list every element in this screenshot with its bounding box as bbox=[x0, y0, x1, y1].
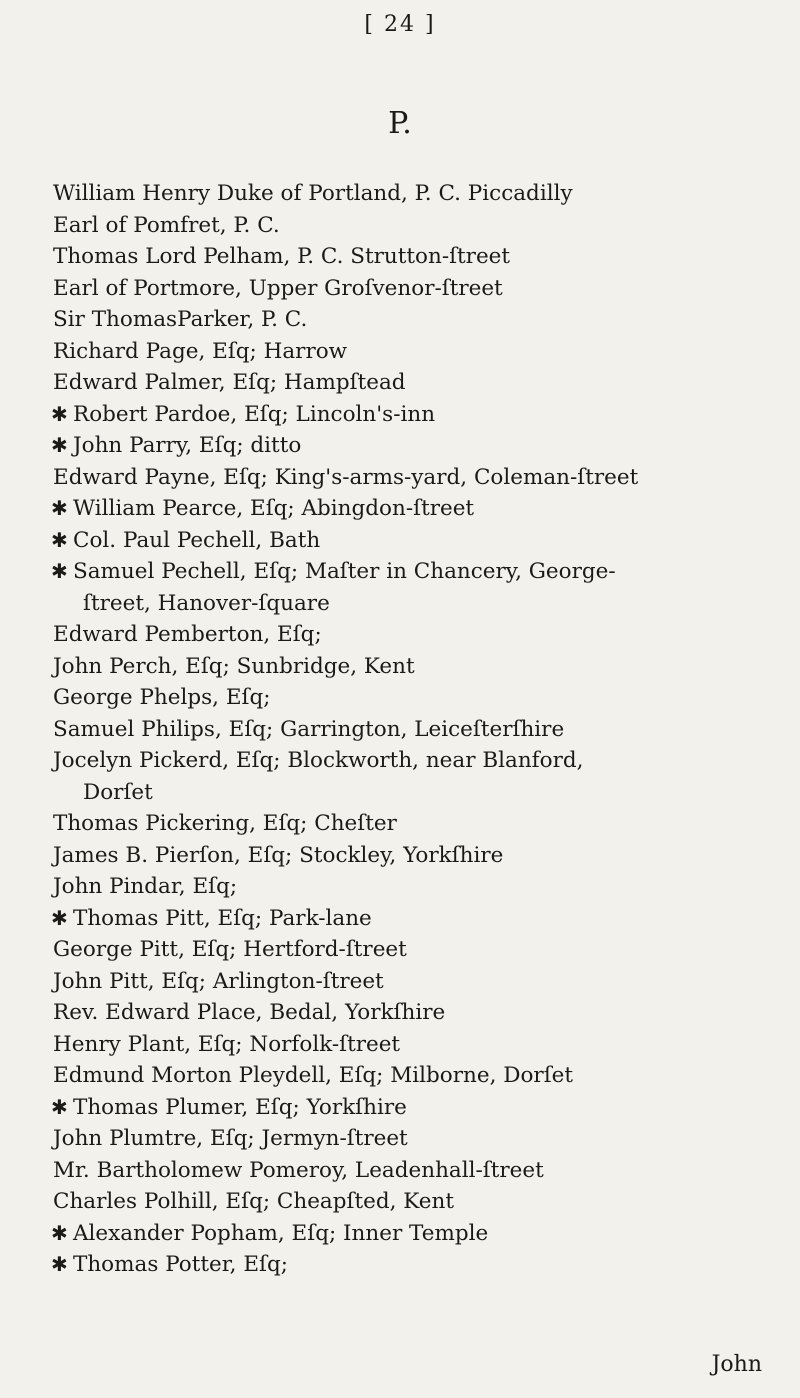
entry-text: Earl of Pomfret, P. C. bbox=[53, 212, 280, 238]
list-item bbox=[51, 399, 788, 431]
list-item bbox=[51, 1218, 788, 1250]
list-item bbox=[53, 651, 788, 683]
list-item bbox=[53, 934, 788, 966]
entry-text: Richard Page, Eſq; Harrow bbox=[53, 338, 348, 364]
entry-text: Earl of Portmore, Upper Groſvenor-ſtreet bbox=[53, 275, 503, 301]
list-item bbox=[51, 903, 788, 935]
entry-text: John Parry, Eſq; ditto bbox=[73, 433, 302, 458]
entry-text: Robert Pardoe, Eſq; Lincoln's-inn bbox=[73, 401, 436, 427]
list-item bbox=[53, 336, 788, 368]
asterisk-icon: ✱ bbox=[51, 1220, 68, 1245]
list-item-continuation bbox=[53, 588, 788, 620]
list-item bbox=[53, 682, 788, 714]
list-item bbox=[53, 304, 788, 336]
list-item bbox=[53, 1186, 788, 1218]
subscriber-list bbox=[53, 178, 788, 1281]
entry-text: Sir ThomasParker, P. C. bbox=[53, 307, 308, 332]
entry-text: Edward Pemberton, Eſq; bbox=[53, 622, 322, 647]
list-item bbox=[53, 871, 788, 903]
entry-text: Alexander Popham, Eſq; Inner Temple bbox=[73, 1220, 489, 1246]
list-item bbox=[51, 1092, 788, 1124]
list-item bbox=[53, 273, 788, 305]
list-item bbox=[53, 210, 788, 242]
asterisk-icon: ✱ bbox=[51, 496, 68, 520]
entry-text: Dorſet bbox=[83, 779, 153, 805]
list-item bbox=[53, 808, 788, 840]
list-item bbox=[53, 1155, 788, 1187]
list-item bbox=[51, 556, 788, 588]
entry-text: John Pitt, Eſq; Arlington-ſtreet bbox=[53, 968, 384, 994]
catchword: John bbox=[711, 1352, 762, 1377]
asterisk-icon: ✱ bbox=[51, 559, 68, 583]
entry-text: Edmund Morton Pleydell, Eſq; Milborne, Dorſet bbox=[53, 1063, 574, 1088]
entry-text: Thomas Pitt, Eſq; Park-lane bbox=[73, 905, 372, 931]
entry-text: Col. Paul Pechell, Bath bbox=[73, 527, 321, 553]
entry-text: Thomas Plumer, Eſq; Yorkſhire bbox=[73, 1094, 407, 1120]
asterisk-icon: ✱ bbox=[51, 905, 68, 930]
list-item bbox=[53, 367, 788, 399]
entry-text: Edward Payne, Eſq; King's-arms-yard, Coleman-ſtreet bbox=[53, 464, 639, 490]
entry-text: George Pitt, Eſq; Hertford-ſtreet bbox=[53, 937, 407, 962]
list-item bbox=[51, 1249, 788, 1281]
entry-text: John Pindar, Eſq; bbox=[53, 874, 238, 899]
entry-text: William Henry Duke of Portland, P. C. Piccadilly bbox=[53, 181, 573, 206]
entry-text: William Pearce, Eſq; Abingdon-ſtreet bbox=[73, 496, 475, 521]
entry-text: Henry Plant, Eſq; Norfolk-ſtreet bbox=[53, 1031, 401, 1057]
list-item bbox=[53, 966, 788, 998]
entry-text: Thomas Potter, Eſq; bbox=[73, 1252, 288, 1277]
asterisk-icon: ✱ bbox=[51, 433, 68, 457]
page-number: [ 24 ] bbox=[364, 12, 436, 37]
asterisk-icon: ✱ bbox=[51, 401, 68, 426]
entry-text: Samuel Pechell, Eſq; Maſter in Chancery, George- bbox=[73, 559, 616, 584]
entry-text: Charles Polhill, Eſq; Cheapſted, Kent bbox=[53, 1189, 454, 1214]
entry-text: ſtreet, Hanover-ſquare bbox=[83, 590, 330, 616]
entry-text: Jocelyn Pickerd, Eſq; Blockworth, near Blanford, bbox=[53, 748, 584, 773]
list-item bbox=[51, 430, 788, 462]
asterisk-icon: ✱ bbox=[51, 1094, 68, 1119]
list-item bbox=[53, 241, 788, 273]
entry-text: Edward Palmer, Eſq; Hampſtead bbox=[53, 370, 406, 395]
list-item bbox=[53, 997, 788, 1029]
asterisk-icon: ✱ bbox=[51, 1252, 68, 1276]
entry-text: Rev. Edward Place, Bedal, Yorkſhire bbox=[53, 1000, 446, 1025]
entry-text: John Plumtre, Eſq; Jermyn-ſtreet bbox=[53, 1126, 408, 1151]
list-item bbox=[53, 1029, 788, 1061]
list-item-continuation bbox=[53, 777, 788, 809]
asterisk-icon: ✱ bbox=[51, 527, 68, 552]
entry-text: George Phelps, Eſq; bbox=[53, 685, 271, 710]
entry-text: James B. Pierſon, Eſq; Stockley, Yorkſhire bbox=[53, 842, 504, 868]
list-item bbox=[53, 1060, 788, 1092]
list-item bbox=[53, 745, 788, 777]
list-item bbox=[53, 840, 788, 872]
list-item bbox=[51, 525, 788, 557]
list-item bbox=[53, 1123, 788, 1155]
list-item bbox=[53, 178, 788, 210]
list-item bbox=[53, 462, 788, 494]
section-letter: P. bbox=[388, 106, 412, 141]
list-item bbox=[53, 619, 788, 651]
entry-text: Thomas Lord Pelham, P. C. Strutton-ſtreet bbox=[53, 244, 511, 269]
entry-text: Thomas Pickering, Eſq; Cheſter bbox=[53, 811, 397, 836]
entry-text: Mr. Bartholomew Pomeroy, Leadenhall-ſtreet bbox=[53, 1157, 544, 1183]
list-item bbox=[51, 493, 788, 525]
entry-text: Samuel Philips, Eſq; Garrington, Leiceſterſhire bbox=[53, 716, 565, 742]
entry-text: John Perch, Eſq; Sunbridge, Kent bbox=[53, 653, 415, 679]
list-item bbox=[53, 714, 788, 746]
